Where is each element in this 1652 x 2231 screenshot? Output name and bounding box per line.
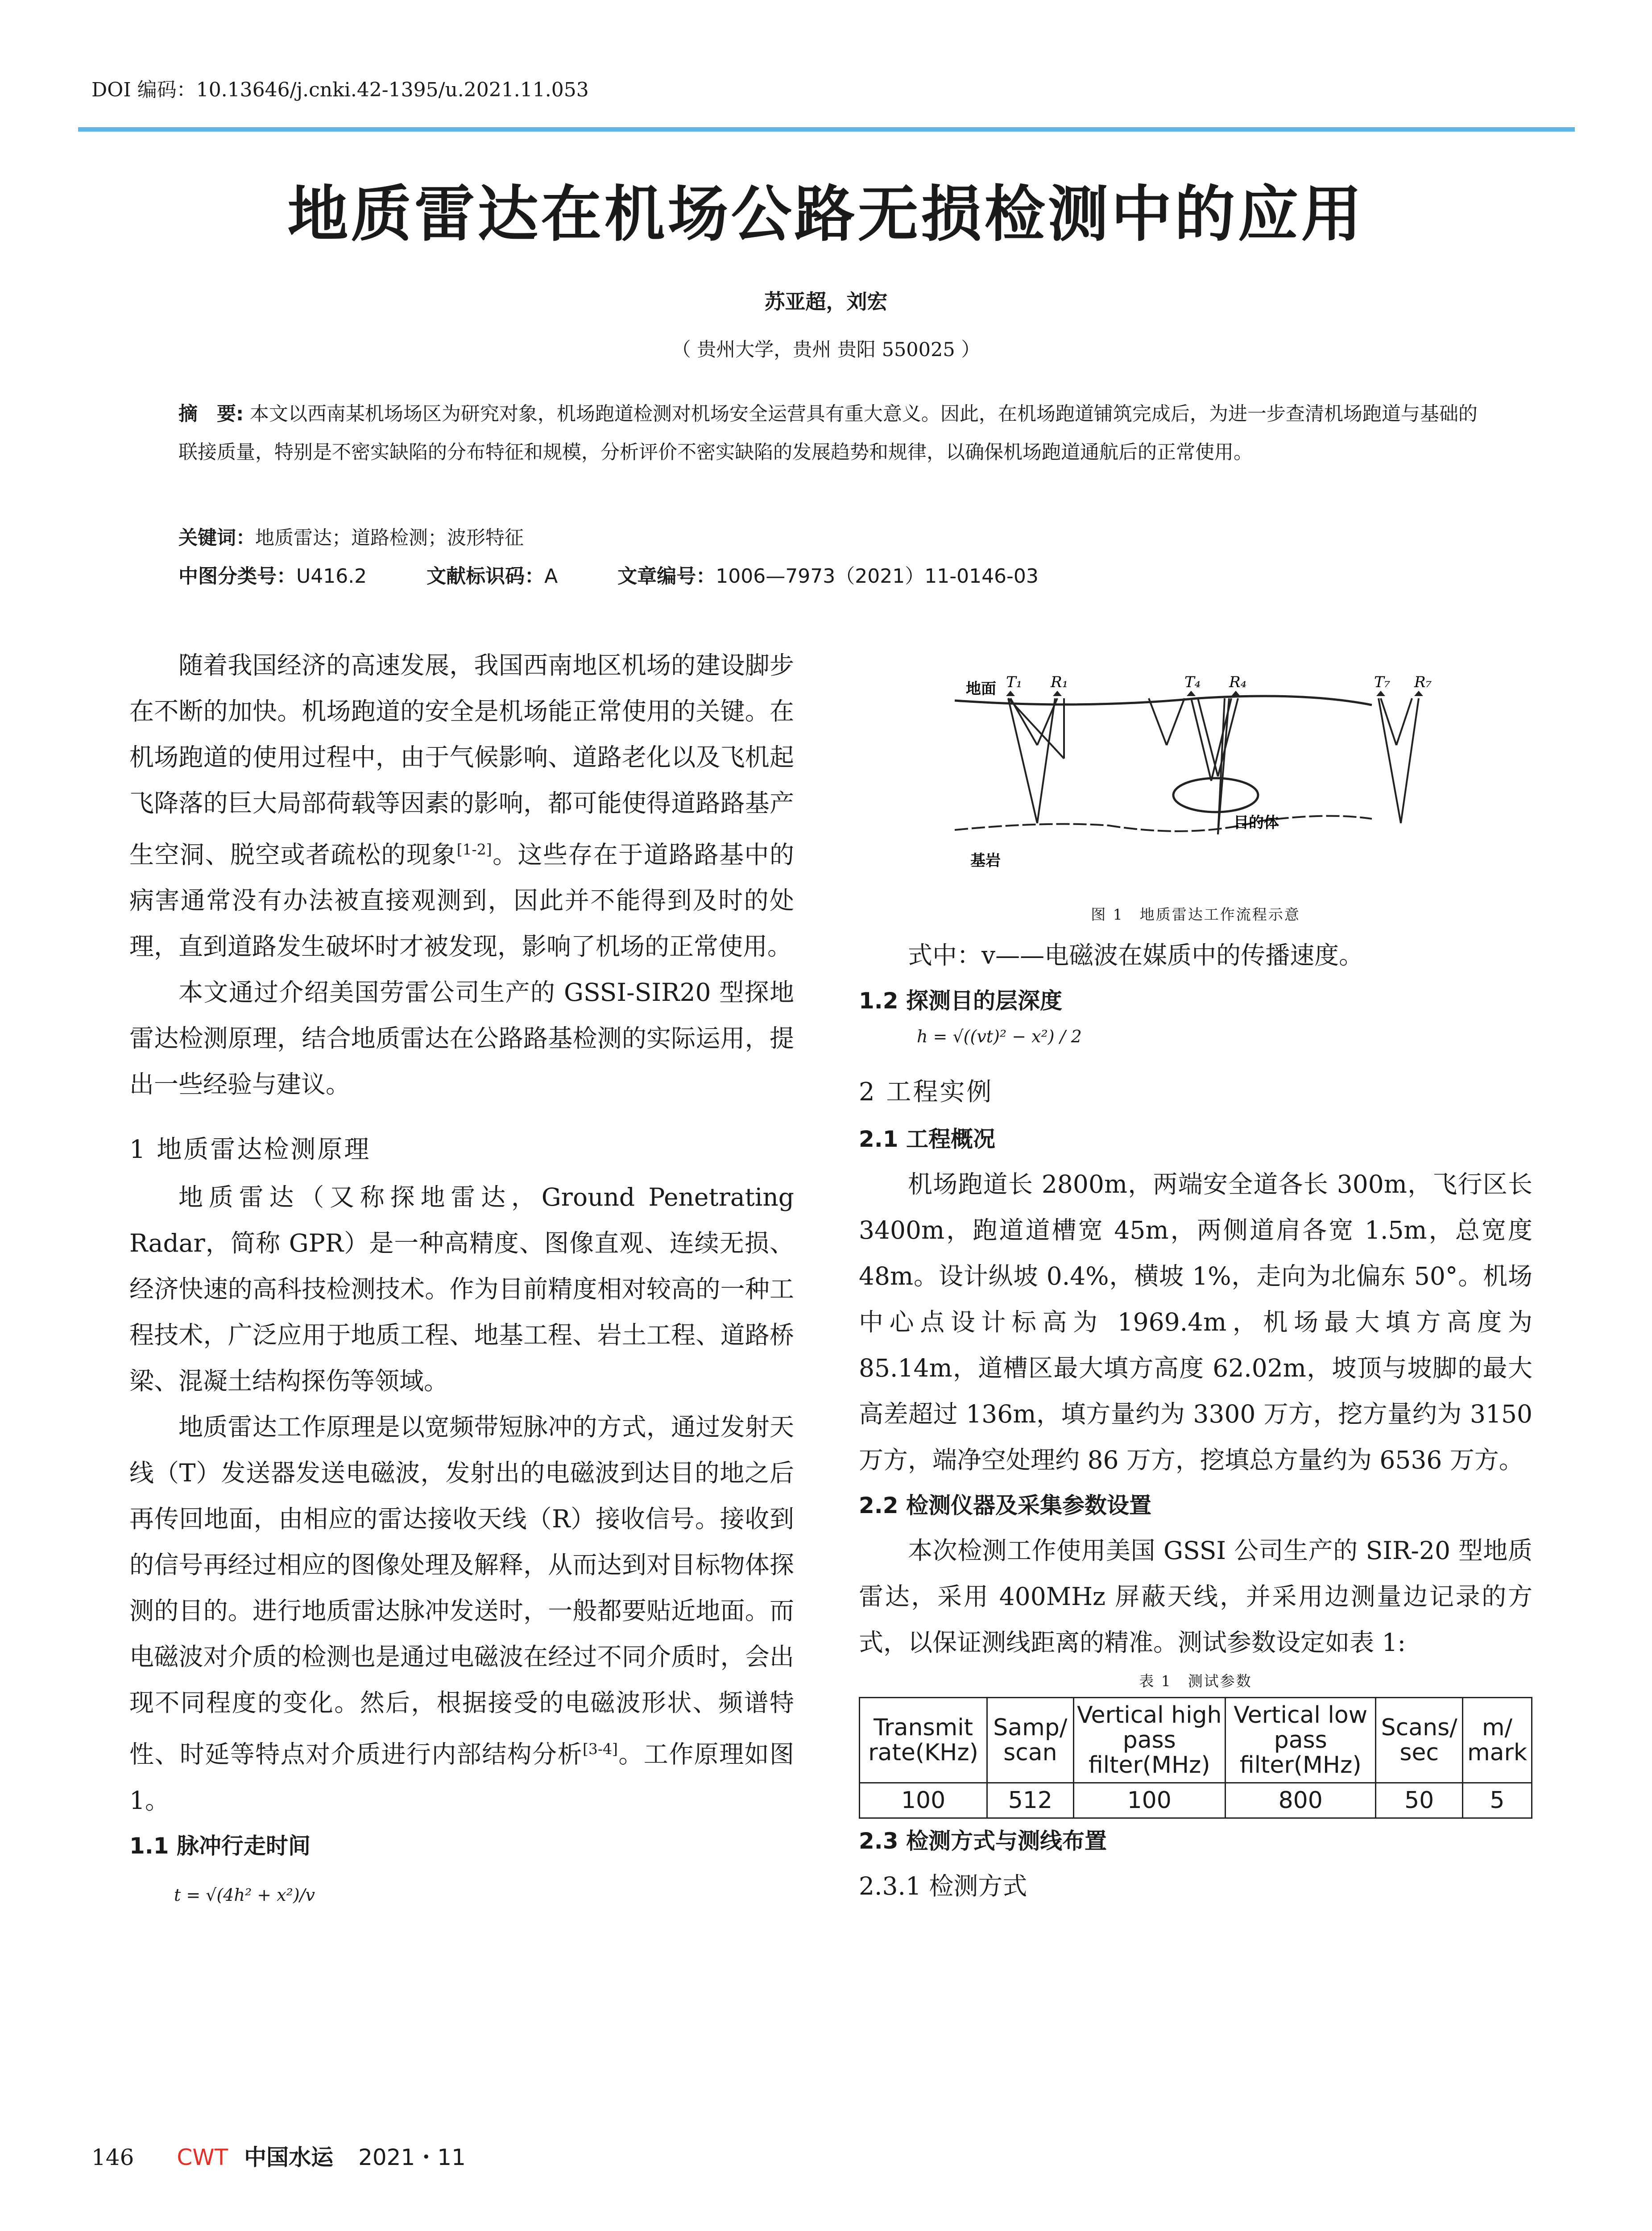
intro-paragraph-2: 本文通过介绍美国劳雷公司生产的 GSSI-SIR20 型探地雷达检测原理，结合地质雷达在公路路基检测的实际运用，提出一些经验与建议。 bbox=[129, 978, 794, 1099]
r4-label: R₄ bbox=[1229, 673, 1247, 691]
journal-name: 中国水运 bbox=[244, 2144, 334, 2170]
formula-travel-time: t = √(4h² + x²)/v bbox=[174, 1885, 315, 1905]
section-heading-1-2: 1.2 探测目的层深度 bbox=[859, 988, 1062, 1014]
section-heading-2-3: 2.3 检测方式与测线布置 bbox=[859, 1828, 1107, 1854]
bedrock-label: 基岩 bbox=[970, 852, 1001, 870]
page-number: 146 bbox=[91, 2144, 134, 2170]
issue: 2021・11 bbox=[358, 2144, 466, 2170]
left-column bbox=[129, 643, 794, 1908]
keywords-text: 地质雷达；道路检测；波形特征 bbox=[255, 527, 524, 549]
authors: 苏亚超，刘宏 bbox=[764, 290, 888, 314]
principle-paragraph: 地质雷达工作原理是以宽频带短脉冲的方式，通过发射天线（T）发送器发送电磁波，发射出的电磁波到达目的地之后再传回地面，由相应的雷达接收天线（R）接收信号。接收到的信号再经过相应的图像处理及解释，从而达到对目标物体探测的目的。进行地质雷达脉冲发送时，一般都要贴近地面。而电磁波对介质的检测也是通过电磁波在经过不同介质时，会出现不同程度的变化。然后，根据接受的电磁波形状、频谱特性、时延等特点对介质进行内部结构分析[3-4]。工作原理如图 1。 bbox=[129, 1413, 794, 1815]
ground-label: 地面 bbox=[966, 680, 996, 698]
r7-label: R₇ bbox=[1414, 673, 1432, 691]
article-number-label: 文章编号： bbox=[617, 565, 716, 588]
velocity-note: 式中：v——电磁波在媒质中的传播速度。 bbox=[908, 941, 1364, 970]
t7-label: T₇ bbox=[1374, 673, 1391, 691]
section-heading-1: 1 地质雷达检测原理 bbox=[129, 1135, 371, 1165]
clc-value: U416.2 bbox=[296, 565, 367, 588]
table-cell: 800 bbox=[1225, 1783, 1376, 1818]
doi-line: DOI 编码：10.13646/j.cnki.42-1395/u.2021.11.053 bbox=[91, 79, 589, 101]
citation: [1-2] bbox=[456, 841, 492, 858]
doc-code-label: 文献标识码： bbox=[426, 565, 545, 588]
gpr-paragraph: 地质雷达（又称探地雷达，Ground Penetrating Radar，简称 GPR）是一种高精度、图像直观、连续无损、经济快速的高科技检测技术。作为目前精度相对较高的一种工程技术，广泛应用于地质工程、地基工程、岩土工程、道路桥梁、混凝土结构探伤等领域。 bbox=[129, 1183, 794, 1396]
t4-label: T₄ bbox=[1184, 673, 1201, 691]
abstract bbox=[178, 395, 1486, 472]
table-cell: 50 bbox=[1376, 1783, 1462, 1818]
page-footer bbox=[91, 2140, 466, 2172]
table-caption: 表 1 测试参数 bbox=[1139, 1672, 1252, 1690]
table-header-cell: Samp/ scan bbox=[987, 1698, 1073, 1783]
r1-label: R₁ bbox=[1051, 673, 1068, 691]
section-heading-2-3-1: 2.3.1 检测方式 bbox=[859, 1872, 1027, 1900]
figure-caption: 图 1 地质雷达工作流程示意 bbox=[1091, 906, 1300, 923]
keywords bbox=[178, 519, 524, 557]
citation: [3-4] bbox=[582, 1740, 618, 1758]
t1-label: T₁ bbox=[1006, 673, 1023, 691]
section-heading-1-1: 1.1 脉冲行走时间 bbox=[129, 1833, 311, 1859]
table-header-cell: Transmit rate(KHz) bbox=[860, 1698, 987, 1783]
table-cell: 100 bbox=[860, 1783, 987, 1818]
section-heading-2-1: 2.1 工程概况 bbox=[859, 1126, 995, 1152]
doc-code-value: A bbox=[544, 565, 558, 588]
table-header-row bbox=[860, 1698, 1532, 1783]
abstract-text: 本文以西南某机场场区为研究对象，机场跑道检测对机场安全运营具有重大意义。因此，在机场跑道铺筑完成后，为进一步查清机场跑道与基础的联接质量，特别是不密实缺陷的分布特征和规模，分析评价不密实缺陷的发展趋势和规律，以确保机场跑道通航后的正常使用。 bbox=[178, 403, 1478, 464]
clc-label: 中图分类号： bbox=[178, 565, 296, 588]
parameter-table bbox=[859, 1697, 1532, 1819]
table-cell: 100 bbox=[1073, 1783, 1225, 1818]
abstract-label: 摘 要: bbox=[178, 403, 244, 425]
keywords-label: 关键词： bbox=[178, 527, 255, 549]
table-header-cell: Scans/ sec bbox=[1376, 1698, 1462, 1783]
table-cell: 512 bbox=[987, 1783, 1073, 1818]
table-header-cell: Vertical low pass filter(MHz) bbox=[1225, 1698, 1376, 1783]
section-heading-2-2: 2.2 检测仪器及采集参数设置 bbox=[859, 1493, 1151, 1518]
project-overview-paragraph: 机场跑道长 2800m，两端安全道各长 300m，飞行区长 3400m，跑道道槽宽 45m，两侧道肩各宽 1.5m，总宽度 48m。设计纵坡 0.4%，横坡 1%，走向为北偏东 50°。机场中心点设计标高为 1969.4m，机场最大填方高度为 85.14m，道槽区最大填方高度 62.02m，坡顶与坡脚的最大高差超过 136m，填方量约为 3300 万方，挖方量约为 3150 万方，端净空处理约 86 万方，挖填总方量约为 6536 万方。 bbox=[859, 1170, 1532, 1474]
table-row bbox=[860, 1783, 1532, 1818]
affiliation: （ 贵州大学，贵州 贵阳 550025 ） bbox=[671, 339, 981, 361]
right-column bbox=[859, 643, 1532, 1909]
classification-row bbox=[178, 560, 1092, 589]
paper-title: 地质雷达在机场公路无损检测中的应用 bbox=[287, 178, 1365, 250]
table-header-cell: Vertical high pass filter(MHz) bbox=[1073, 1698, 1225, 1783]
formula-depth: h = √((vt)² − x²) / 2 bbox=[917, 1027, 1082, 1046]
table-header-cell: m/ mark bbox=[1462, 1698, 1532, 1783]
target-label: 目的体 bbox=[1234, 814, 1279, 832]
section-heading-2: 2 工程实例 bbox=[859, 1078, 994, 1107]
intro-paragraph-1: 随着我国经济的高速发展，我国西南地区机场的建设脚步在不断的加快。机场跑道的安全是机场能正常使用的关键。在机场跑道的使用过程中，由于气候影响、道路老化以及飞机起飞降落的巨大局部荷载等因素的影响，都可能使得道路路基产生空洞、脱空或者疏松的现象[1-2]。这些存在于道路路基中的病害通常没有办法被直接观测到，因此并不能得到及时的处理，直到道路发生破坏时才被发现，影响了机场的正常使用。 bbox=[129, 651, 794, 961]
gpr-diagram bbox=[859, 643, 1532, 875]
header-rule bbox=[78, 127, 1575, 132]
table-cell: 5 bbox=[1462, 1783, 1532, 1818]
article-number-value: 1006—7973（2021）11-0146-03 bbox=[716, 565, 1039, 588]
figure-1 bbox=[859, 643, 1532, 923]
journal-logo: CWT bbox=[177, 2144, 228, 2170]
instrument-paragraph: 本次检测工作使用美国 GSSI 公司生产的 SIR-20 型地质雷达，采用 400MHz 屏蔽天线，并采用边测量边记录的方式，以保证测线距离的精准。测试参数设定如表 1: bbox=[859, 1536, 1532, 1657]
